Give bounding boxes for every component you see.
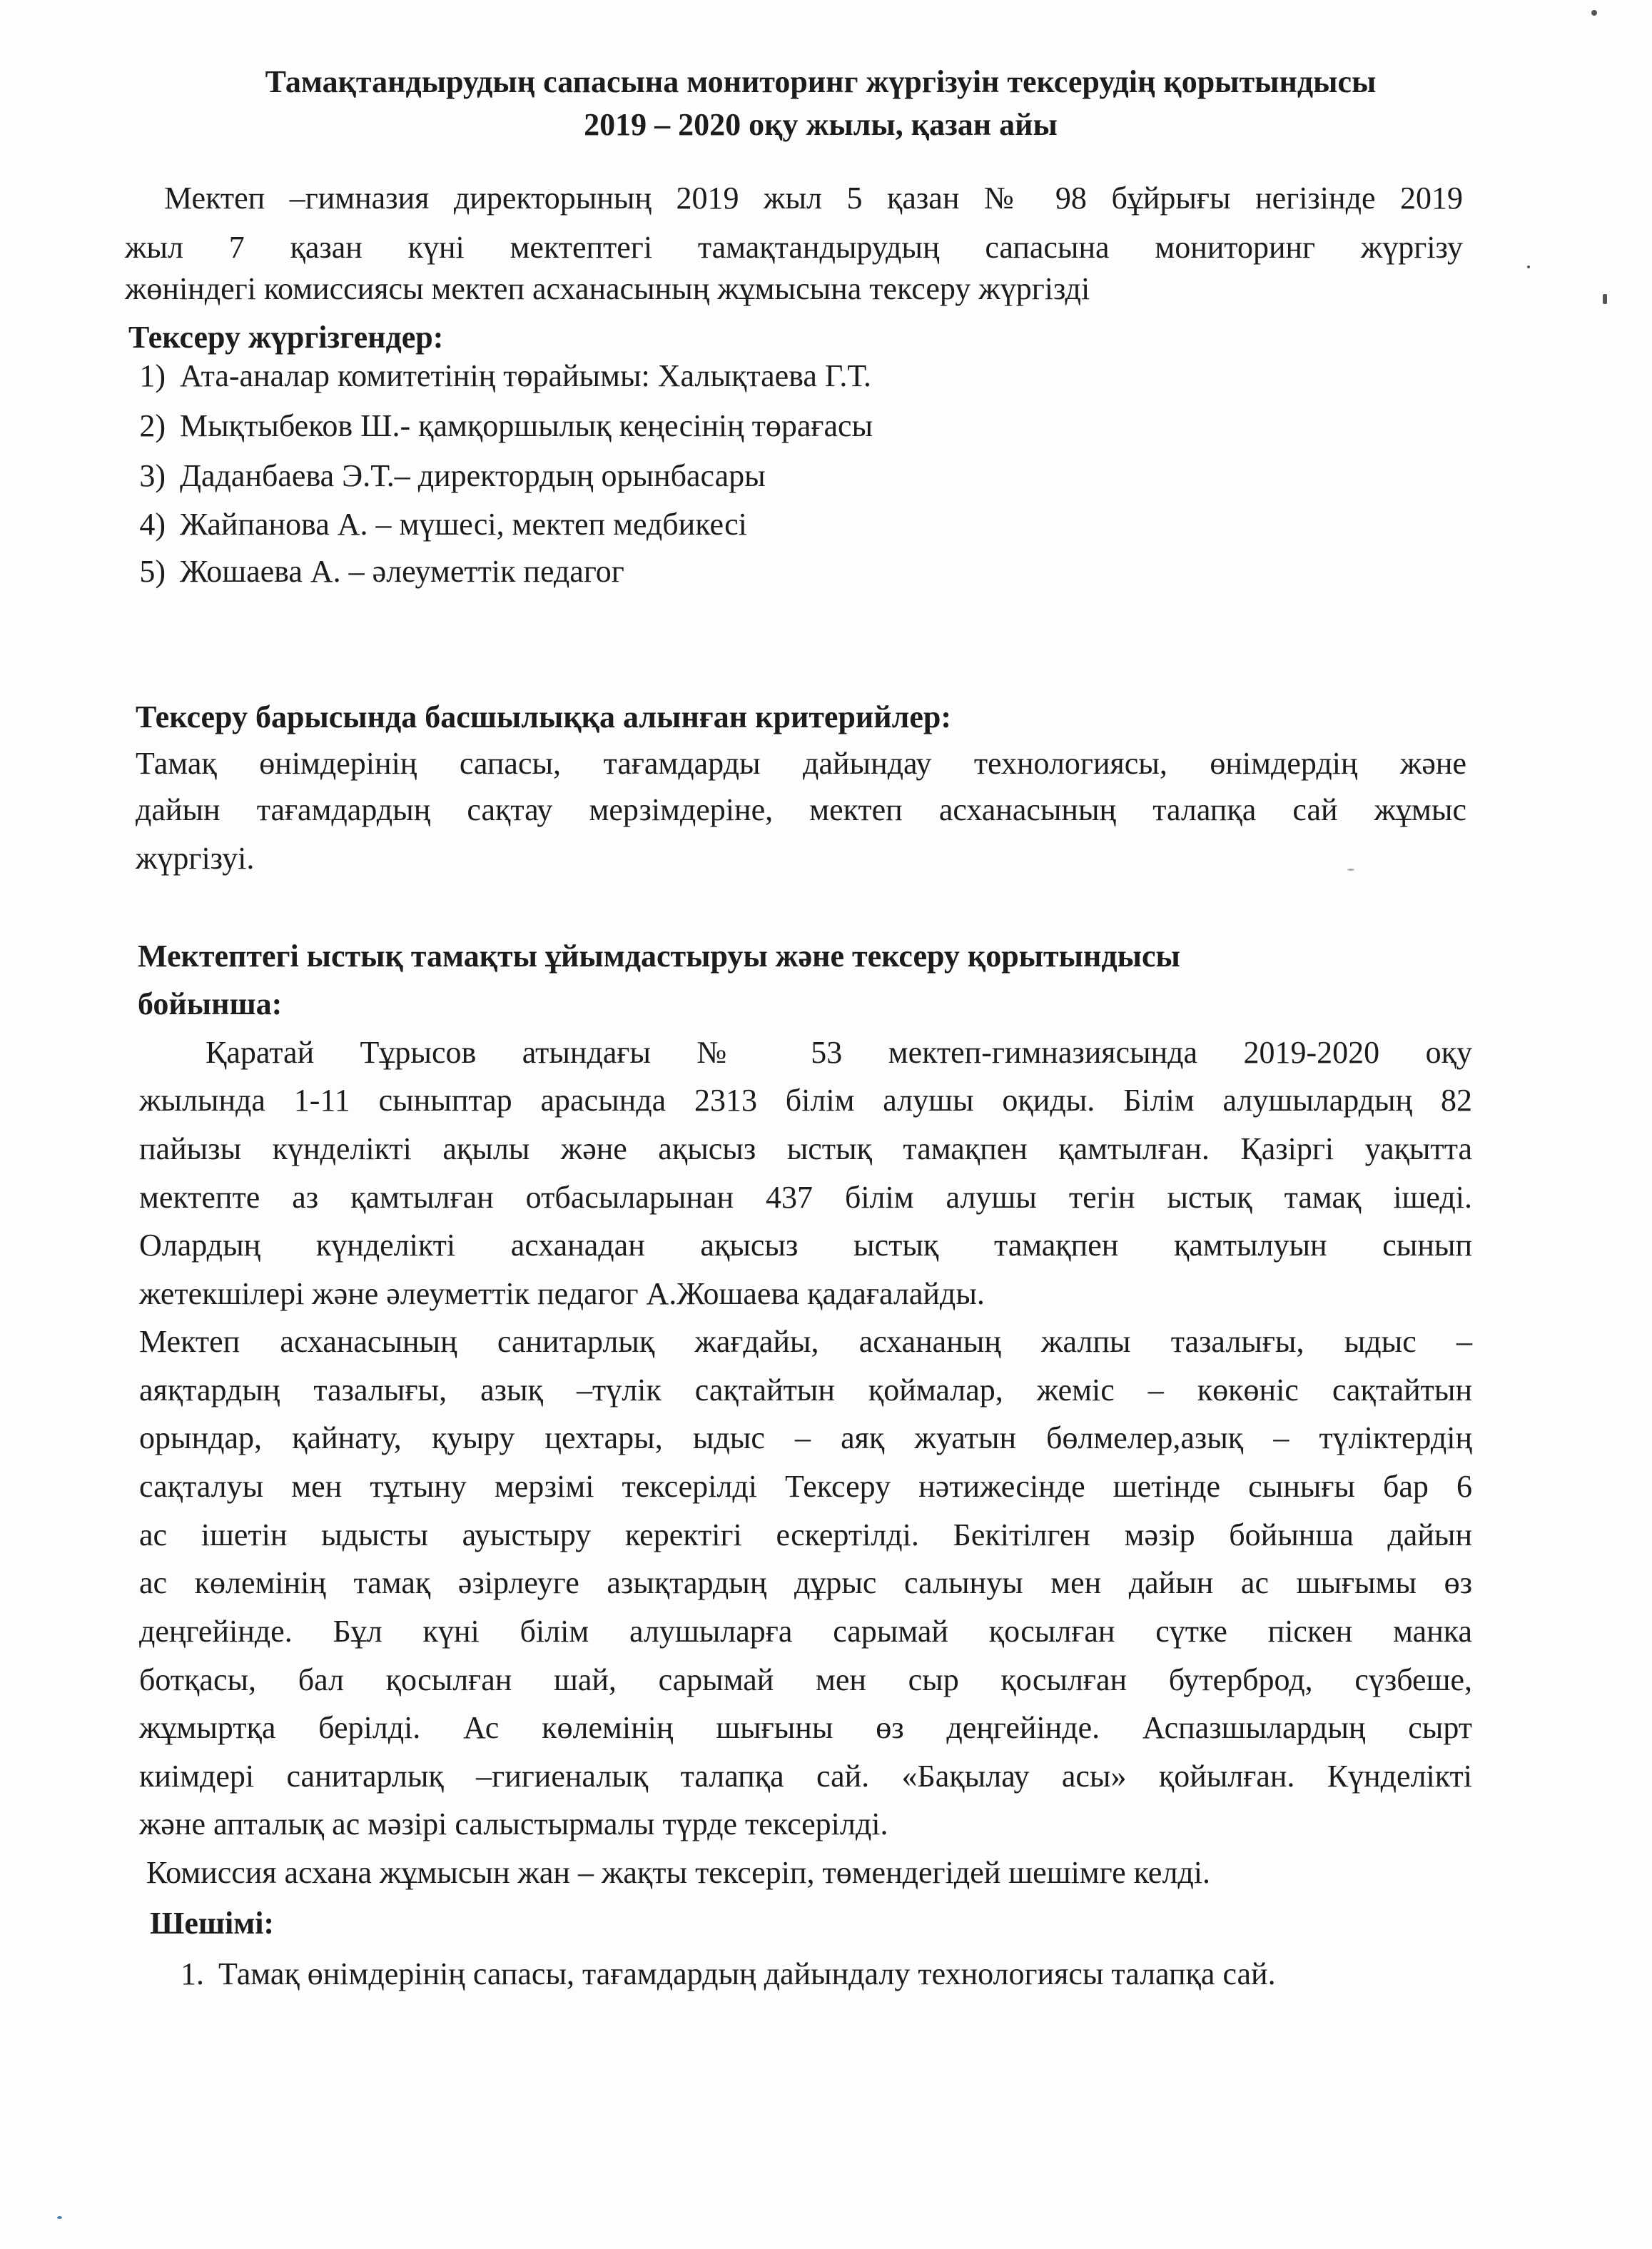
body-line: Олардың күнделікті асханадан ақысыз ыстық тамақпен қамтылуын сынып [139, 1228, 1472, 1263]
intro-line: жыл 7 қазан күні мектептегі тамақтандырудың сапасына мониторинг жүргізу [125, 230, 1463, 265]
scan-speck [1603, 294, 1607, 304]
intro-line: Мектеп –гимназия директорының 2019 жыл 5 қазан № 98 бұйрығы негізінде 2019 [164, 181, 1463, 216]
body-line: орындар, қайнату, қуыру цехтары, ыдыс – аяқ жуатын бөлмелер,азық – түліктердің [139, 1420, 1472, 1455]
body-line: киімдері санитарлық –гигиеналық талапқа сай. «Бақылау асы» қойылған. Күнделікті [139, 1759, 1472, 1794]
inspector-text: Жошаева А. – әлеуметтік педагог [180, 554, 624, 589]
body-line: ботқасы, бал қосылған шай, сарымай мен сыр қосылған бутерброд, сүзбеше, [139, 1662, 1472, 1697]
scan-speck [57, 2216, 62, 2219]
decision-heading: Шешімі: [150, 1906, 275, 1941]
body-line: деңгейінде. Бұл күні білім алушыларға сарымай қосылған сүтке піскен манка [139, 1614, 1472, 1649]
inspector-item [118, 401, 873, 451]
list-number: 5) [139, 554, 166, 589]
document-title-line-1: Тамақтандырудың сапасына мониторинг жүргізуін тексерудің қорытындысы [265, 64, 1377, 99]
list-number: 1. [181, 1956, 204, 1991]
body-line: ас көлемінің тамақ әзірлеуге азықтардың дұрыс салынуы мен дайын ас шығымы өз [139, 1565, 1472, 1600]
inspector-text: Жайпанова А. – мүшесі, мектеп медбикесі [180, 507, 747, 542]
decision-item [157, 1949, 1276, 1999]
decision-text: Тамақ өнімдерінің сапасы, тағамдардың дайындалу технологиясы талапқа сай. [218, 1956, 1276, 1991]
intro-line: жөніндегі комиссиясы мектеп асханасының жұмысына тексеру жүргізді [125, 271, 1090, 306]
body-line: жетекшілері және әлеуметтік педагог А.Жошаева қадағалайды. [139, 1276, 985, 1311]
inspector-item [118, 500, 747, 550]
list-number: 2) [139, 408, 166, 443]
body-line: және апталық ас мәзірі салыстырмалы түрде тексерілді. [139, 1806, 888, 1841]
inspector-item [118, 351, 871, 401]
body-line: аяқтардың тазалығы, азық –түлік сақтайтын қоймалар, жеміс – көкөніс сақтайтын [139, 1373, 1472, 1407]
body-line: жылында 1-11 сыныптар арасында 2313 білім алушы оқиды. Білім алушылардың 82 [139, 1083, 1472, 1118]
hot-meal-heading: Мектептегі ыстық тамақты ұйымдастыруы және тексеру қорытындысы [138, 939, 1180, 974]
list-number: 4) [139, 507, 166, 542]
criteria-line: Тамақ өнімдерінің сапасы, тағамдарды дайындау технологиясы, өнімдердің және [136, 746, 1466, 781]
hot-meal-heading: бойынша: [138, 986, 283, 1021]
inspector-text: Даданбаева Э.Т.– директордың орынбасары [180, 458, 766, 493]
inspector-text: Ата-аналар комитетінің төрайымы: Халықтаева Г.Т. [180, 358, 871, 393]
body-line: ас ішетін ыдысты ауыстыру керектігі ескертілді. Бекітілген мәзір бойынша дайын [139, 1517, 1472, 1552]
criteria-line: жүргізуі. [136, 841, 255, 876]
body-line: пайызы күнделікті ақылы және ақысыз ыстық тамақпен қамтылған. Қазіргі уақытта [139, 1131, 1472, 1166]
inspector-text: Мықтыбеков Ш.- қамқоршылық кеңесінің төрағасы [180, 408, 873, 443]
list-number: 3) [139, 458, 166, 493]
inspector-item [118, 547, 624, 597]
scan-speck [1527, 266, 1530, 268]
body-line: мектепте аз қамтылған отбасыларынан 437 білім алушы тегін ыстық тамақ ішеді. [139, 1180, 1472, 1215]
criteria-line: дайын тағамдардың сақтау мерзімдеріне, мектеп асханасының талапқа сай жұмыс [136, 792, 1466, 827]
list-number: 1) [139, 358, 166, 393]
scan-speck [1591, 10, 1597, 16]
inspector-item [118, 451, 766, 501]
inspectors-heading: Тексеру жүргізгендер: [128, 320, 444, 355]
body-line: Мектеп асханасының санитарлық жағдайы, асхананың жалпы тазалығы, ыдыс – [139, 1324, 1472, 1359]
body-line: сақталуы мен тұтыну мерзімі тексерілді Тексеру нәтижесінде шетінде сынығы бар 6 [139, 1469, 1472, 1504]
body-line: Қаратай Тұрысов атындағы № 53 мектеп-гимназиясында 2019-2020 оқу [206, 1035, 1472, 1070]
scan-speck [1347, 869, 1354, 871]
document-title-line-2: 2019 – 2020 оқу жылы, қазан айы [584, 107, 1058, 142]
body-line: Комиссия асхана жұмысын жан – жақты тексеріп, төмендегідей шешімге келді. [146, 1855, 1211, 1890]
criteria-heading: Тексеру барысында басшылыққа алынған критерийлер: [136, 699, 951, 734]
body-line: жұмыртқа берілді. Ас көлемінің шығыны өз деңгейінде. Аспазшылардың сырт [139, 1710, 1472, 1745]
